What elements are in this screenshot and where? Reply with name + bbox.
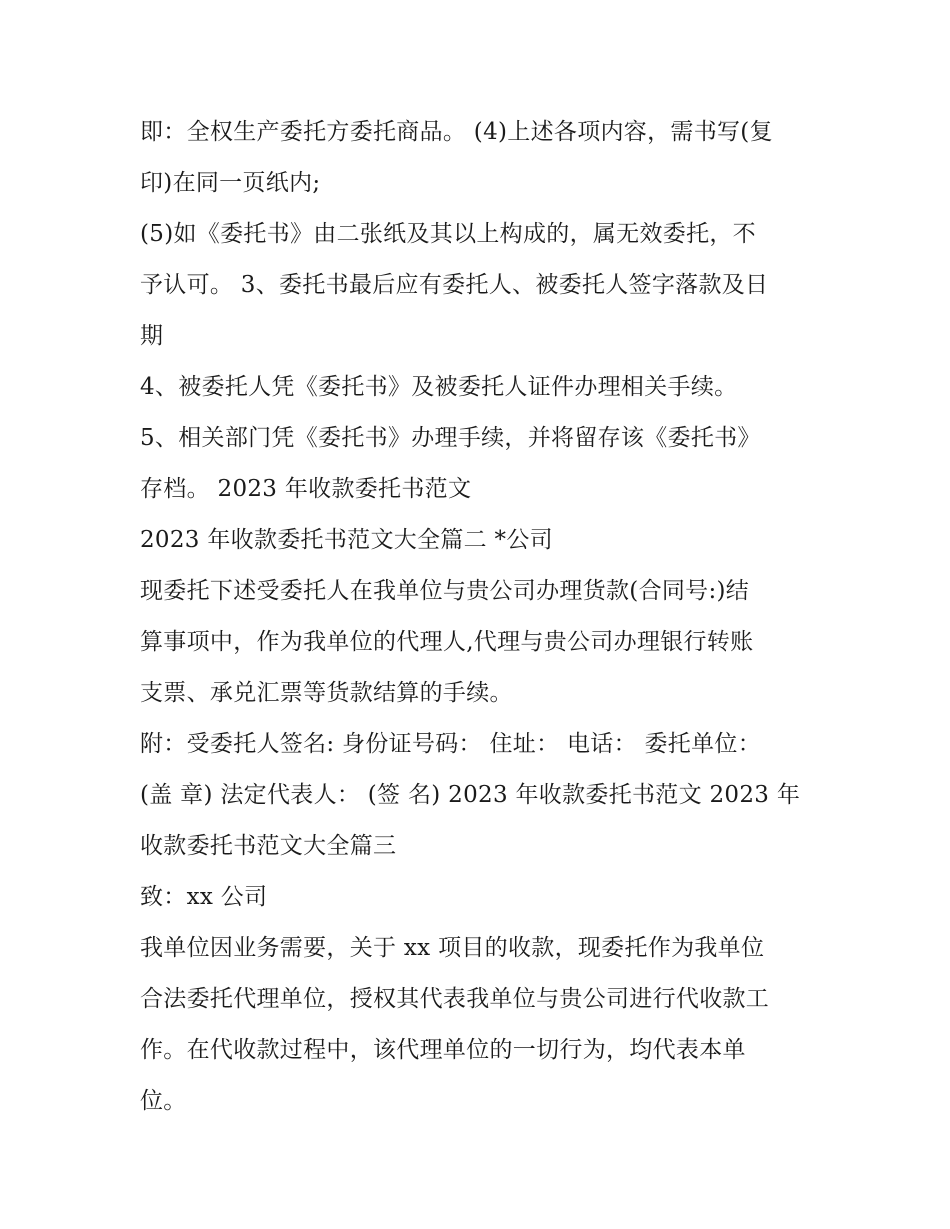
text-line: 印)在同一页纸内; xyxy=(140,170,321,196)
text-line: 附：受委托人签名: 身份证号码： 住址： 电话： 委托单位： xyxy=(140,731,761,757)
text-line: 算事项中，作为我单位的代理人,代理与贵公司办理银行转账 xyxy=(140,629,754,655)
text-line: 4、被委托人凭《委托书》及被委托人证件办理相关手续。 xyxy=(140,374,738,400)
text-line: 即：全权生产委托方委托商品。 (4)上述各项内容，需书写(复 xyxy=(140,119,773,145)
text-line: (盖 章) 法定代表人： (签 名) 2023 年收款委托书范文 2023 年 xyxy=(140,782,801,808)
text-line: 位。 xyxy=(140,1088,187,1114)
text-line: 收款委托书范文大全篇三 xyxy=(140,833,397,859)
text-line: 存档。 2023 年收款委托书范文 xyxy=(140,476,472,502)
document-body xyxy=(140,107,820,1127)
text-line: 5、相关部门凭《委托书》办理手续，并将留存该《委托书》 xyxy=(140,425,761,451)
text-line: 致：xx 公司 xyxy=(140,884,268,910)
text-line: 现委托下述受委托人在我单位与贵公司办理货款(合同号:)结 xyxy=(140,578,750,604)
text-line: 予认可。 3、委托书最后应有委托人、被委托人签字落款及日 xyxy=(140,272,769,298)
text-line: (5)如《委托书》由二张纸及其以上构成的，属无效委托，不 xyxy=(140,221,756,247)
text-line: 2023 年收款委托书范文大全篇二 *公司 xyxy=(140,527,553,553)
text-line: 作。在代收款过程中，该代理单位的一切行为，均代表本单 xyxy=(140,1037,746,1063)
text-line: 支票、承兑汇票等货款结算的手续。 xyxy=(140,680,513,706)
text-line: 我单位因业务需要，关于 xx 项目的收款，现委托作为我单位 xyxy=(140,935,765,961)
text-line: 期 xyxy=(140,323,164,349)
text-line: 合法委托代理单位，授权其代表我单位与贵公司进行代收款工 xyxy=(140,986,770,1012)
